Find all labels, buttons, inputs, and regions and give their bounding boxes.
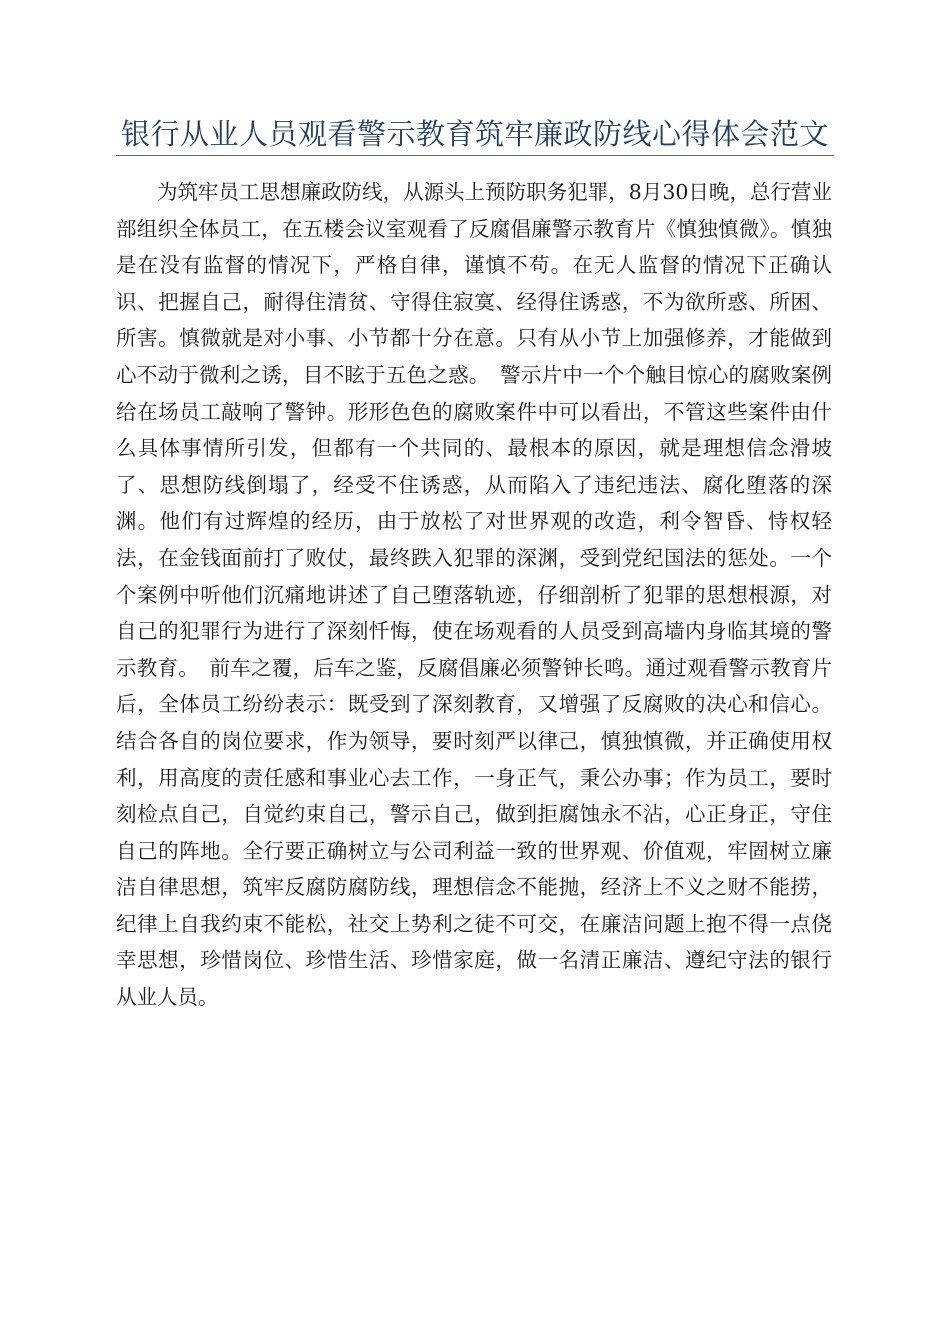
body-paragraph: 为筑牢员工思想廉政防线，从源头上预防职务犯罪，8月30日晚，总行营业部组织全体员工，在五楼会议室观看了反腐倡廉警示教育片《慎独慎微》。慎独是在没有监督的情况下，严格自律，谨慎不苟。在无人监督的情况下正确认识、把握自己，耐得住清贫、守得住寂寞、经得住诱惑，不为欲所惑、所困、所害。慎微就是对小事、小节都十分在意。只有从小节上加强修养，才能做到心不动于微利之诱，目不眩于五色之惑。 警示片中一个个触目惊心的腐败案例给在场员工敲响了警钟。形形色色的腐败案件中可以看出，不管这些案件由什么具体事情所引发，但都有一个共同的、最根本的原因，就是理想信念滑坡了、思想防线倒塌了，经受不住诱惑，从而陷入了违纪违法、腐化堕落的深渊。他们有过辉煌的经历，由于放松了对世界观的改造，利令智昏、恃权轻法，在金钱面前打了败仗，最终跌入犯罪的深渊，受到党纪国法的惩处。一个个案例中听他们沉痛地讲述了自己堕落轨迹，仔细剖析了犯罪的思想根源，对自己的犯罪行为进行了深刻忏悔，使在场观看的人员受到高墙内身临其境的警示教育。 前车之覆，后车之鉴，反腐倡廉必须警钟长鸣。通过观看警示教育片后，全体员工纷纷表示：既受到了深刻教育，又增强了反腐败的决心和信心。结合各自的岗位要求，作为领导，要时刻严以律己，慎独慎微，并正确使用权利，用高度的责任感和事业心去工作，一身正气，秉公办事；作为员工，要时刻检点自己，自觉约束自己，警示自己，做到拒腐蚀永不沾，心正身正，守住自己的阵地。全行要正确树立与公司利益一致的世界观、价值观，牢固树立廉洁自律思想，筑牢反腐防腐防线，理想信念不能抛，经济上不义之财不能捞，纪律上自我约束不能松，社交上势利之徒不可交，在廉洁问题上抱不得一点侥幸思想，珍惜岗位、珍惜生活、珍惜家庭，做一名清正廉洁、遵纪守法的银行从业人员。 xyxy=(116,180,832,1010)
document-title: 银行从业人员观看警示教育筑牢廉政防线心得体会范文 xyxy=(120,117,829,151)
title-underline xyxy=(116,155,834,156)
